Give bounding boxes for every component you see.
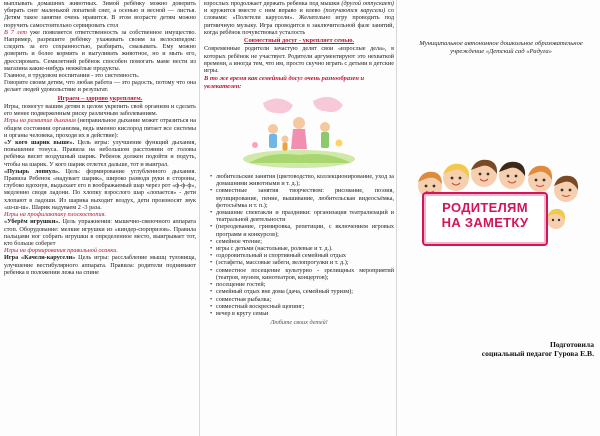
list-item: • семейное чтение; — [210, 238, 394, 245]
leisure-list — [204, 173, 394, 317]
list-item: • совместное посещение культурно - зрелищных мероприятий (театров, музеев, кинотеатров, концертов); — [210, 267, 394, 281]
game-title: «У кого шарик выше». — [4, 139, 75, 147]
flatfoot-heading: Игры на профилактику плоскостопия. — [4, 211, 106, 219]
list-item: • вечер в кругу семьи — [210, 310, 394, 317]
list-item: • (эстафеты, массовые забеги, велопрогулки и т. д.); — [210, 259, 394, 266]
list-item: • совместная рыбалка; — [210, 296, 394, 303]
column-middle — [204, 0, 394, 436]
game-description: «Пузырь лопнул». Цель: формирование углубленного дыхания. Правила Ребенок «надувает шарик», широко разводя руки в стороны, глубоко вдохнув, выдыхает его в воображаемый шар через рот «ф-ф-ф», медленно сводя ладони. По хлопку взрослого шар «лопается» - дети хлопают в ладоши. Из шарика выходит воздух, дети произносят звук «ш-ш-ш». Шарик надуваем 2 -3 раза. — [4, 167, 196, 211]
paragraph: Главное, в трудовом воспитании - это системность. — [4, 72, 140, 80]
column-left — [4, 0, 196, 436]
paragraph: Игры на развитие дыхания (неправильное дыхание может отразиться на общем состоянии организма, ведь именно кислород питает все системы и органы человека, проходя их в действие): — [4, 117, 196, 139]
posture-heading: Игры на формирования правильной осанки. — [4, 247, 118, 255]
title-banner-group — [410, 150, 594, 250]
list-item: • посещение гостей; — [210, 281, 394, 288]
game-description: «Уберём игрушки». Цель упражнения: мышечно-связочного аппарата стоп. Оборудование: мелкие игрушки из «киндер-сюрпризов». Правила пальцами ног собрать игрушки в определенное место, выигрывает тот, кто больше соберет — [4, 218, 196, 247]
section-heading-games: Играем – здорово укрепляем. — [57, 94, 143, 102]
paragraph: Современные родители зачастую делят свои «взрослые дела», в которых ребёнок не участвует. Родители аргументируют это нехваткой времени, а иногда тем, что им, просто скучно играть с детьми в детские игры. — [204, 45, 394, 75]
list-item: • семейный отдых вне дома (дача, семейный туризм); — [210, 288, 394, 295]
paragraph: Игры, помогут вашим детям в целом укрепить свой организм и сделать его менее подверженным риску различным заболеваниям. — [4, 103, 196, 118]
list-item: • совместные занятия творчеством: рисование, поэзия, музицирование, пение, вышивание, любительская видеосъёмка, фотосъёмка и т. п.); — [210, 187, 394, 209]
list-item: • игры с детьми (настольные, ролевые и т. д.). — [210, 245, 394, 252]
list-item: • оздоровительный и спортивный семейный отдых — [210, 252, 394, 259]
list-item: • домашние спектакли и праздники: организация театрализаций и театральной деятельности — [210, 209, 394, 223]
paragraph: В 7 лет уже появляется ответственность за собственное имущество. Например, разрешите ребёнку ухаживать своим за велосипедом: следить за его сохранностью, разбирать, смазывать. Ему можно доверить и более кормить и выгуливать животное, но и мыть его, дрессировать. Семилетний ребёнок способен помогать маме нести из магазина какие-нибудь неяжёлые продукты. — [4, 28, 196, 72]
game-title: Игра «Качели-карусели» — [4, 254, 76, 262]
section-heading-leisure: Совместный досуг - укрепляет семью. — [243, 37, 355, 45]
list-item: • совместный воскресный щопинг; — [210, 303, 394, 310]
game-title: «Уберём игрушки». — [4, 218, 60, 226]
game-description: «У кого шарик выше». Цель игры: улучшение функций дыхания, повышение тонуса. Правила на небольшом расстоянии от головы ребёнка висит воздушный шарик. Ребенок должен подойти и подуть, чтобы на шарик. У кого шарик отлетел дальше, тот и выиграл. — [4, 139, 196, 168]
game-description: Игра «Качели-карусели» Цель игры: расслабление мышц туловища, улучшение вестибулярного аппарата. Правила: родители поднимают ребенка в положении лежа на спине — [4, 254, 196, 276]
column-cover — [398, 0, 600, 436]
footer-note: Любите своих детей! — [270, 319, 328, 327]
paragraph: выплывать домашних животных. Зимой ребёнку можно доверить убирать снег маленькой лопаткой снег, а осенью и весной — листья. Детям такое занятие очень нравится. В этом возрасте детям можно поручить самостоятельно сервировать стол — [4, 0, 196, 29]
prepared-by: Подготовила социальный педагог Гурова Е.В. — [481, 340, 594, 358]
list-item: • (переодевание, гримировка, репетиции, с включением игровых программ и конкурсов); — [210, 223, 394, 237]
banner-title: РОДИТЕЛЯМ НА ЗАМЕТКУ — [441, 200, 529, 230]
breathing-heading: Игры на развитие дыхания — [4, 117, 76, 125]
game-title: «Пузырь лопнул». — [4, 167, 60, 175]
fold-line — [396, 0, 397, 436]
paragraph: Говорите своим детям, что любая работа — это радость, потому что она делает людей удовольствие и результат. — [4, 79, 196, 94]
section-heading-variety: В то же время как семейный досуг очень разнообразен и увлекателен: — [204, 75, 365, 90]
age-lead: В 7 лет — [4, 28, 27, 36]
family-illustration — [239, 93, 359, 169]
paragraph: взрослых продолжает держать ребенка под мышки (другой отпускает) и кружится вместе с ним вправо и влево (получаются карусели) со словами: «Полетели карусели». Желательно игру проводить под ритмичную музыку. Игра проводится в заключительной фазе занятий, когда ребёнок почувствовал усталость — [204, 0, 394, 36]
list-item: • любительские занятия (цветоводство, коллекционирование, уход за домашними животными и т. д.); — [210, 173, 394, 187]
title-banner — [422, 192, 548, 246]
fold-line — [199, 0, 200, 436]
organization-name: Муниципальное автономное дошкольное образовательное учреждение «Детский сад «Радуга» — [419, 40, 583, 55]
